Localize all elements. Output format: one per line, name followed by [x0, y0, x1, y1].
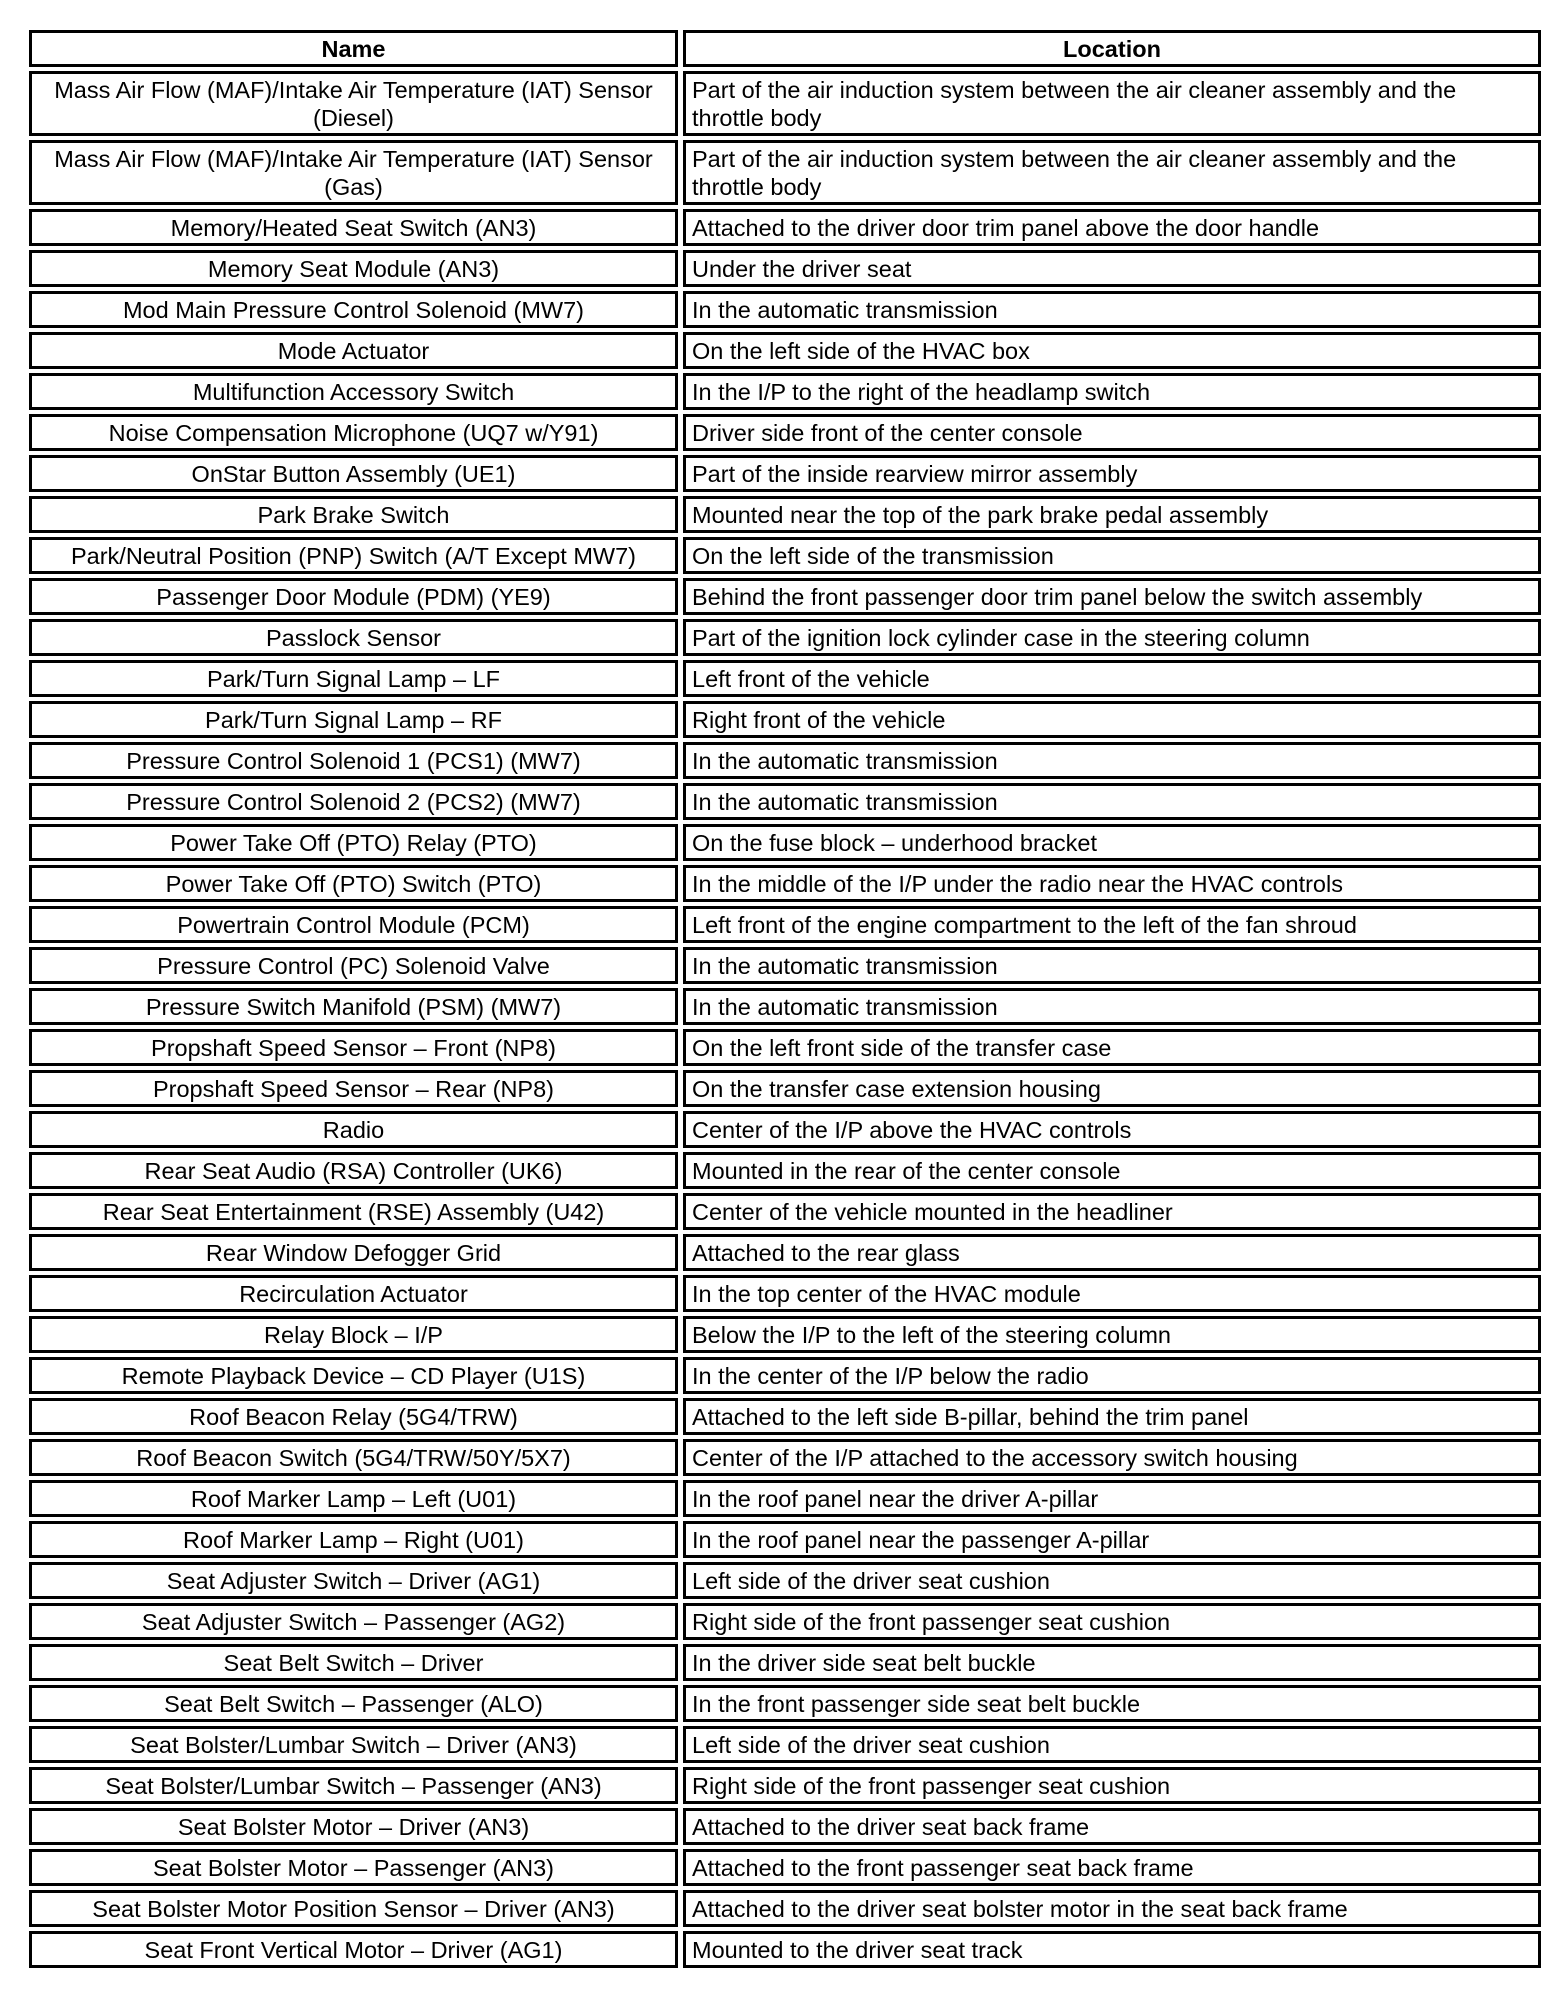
component-name: Seat Adjuster Switch – Driver (AG1): [29, 1562, 678, 1599]
component-name: Roof Beacon Relay (5G4/TRW): [29, 1398, 678, 1435]
component-name: Multifunction Accessory Switch: [29, 373, 678, 410]
component-name: Radio: [29, 1111, 678, 1148]
component-name: Park/Neutral Position (PNP) Switch (A/T Except MW7): [29, 537, 678, 574]
component-location: On the left side of the HVAC box: [683, 332, 1541, 369]
table-row: [29, 1562, 1541, 1599]
component-location: Under the driver seat: [683, 250, 1541, 287]
component-location: In the roof panel near the passenger A-pillar: [683, 1521, 1541, 1558]
table-row: [29, 1234, 1541, 1271]
component-name: Seat Belt Switch – Passenger (ALO): [29, 1685, 678, 1722]
table-row: [29, 1439, 1541, 1476]
component-location: Attached to the rear glass: [683, 1234, 1541, 1271]
table-row: [29, 209, 1541, 246]
component-location: In the top center of the HVAC module: [683, 1275, 1541, 1312]
component-location: In the roof panel near the driver A-pillar: [683, 1480, 1541, 1517]
component-name: Mode Actuator: [29, 332, 678, 369]
component-location: In the automatic transmission: [683, 742, 1541, 779]
component-name: Pressure Switch Manifold (PSM) (MW7): [29, 988, 678, 1025]
table-row: [29, 1111, 1541, 1148]
table-row: [29, 1398, 1541, 1435]
table-row: [29, 1029, 1541, 1066]
component-name: Seat Bolster/Lumbar Switch – Passenger (AN3): [29, 1767, 678, 1804]
component-location: Left side of the driver seat cushion: [683, 1562, 1541, 1599]
component-name: Noise Compensation Microphone (UQ7 w/Y91): [29, 414, 678, 451]
component-name: Seat Bolster Motor – Passenger (AN3): [29, 1849, 678, 1886]
component-location: Part of the air induction system between the air cleaner assembly and the throttle body: [683, 140, 1541, 205]
table-row: [29, 250, 1541, 287]
component-location: Center of the I/P above the HVAC controls: [683, 1111, 1541, 1148]
component-locator-page: [29, 30, 1541, 1972]
table-row: [29, 1603, 1541, 1640]
table-row: [29, 1275, 1541, 1312]
component-name: Passlock Sensor: [29, 619, 678, 656]
component-location: Mounted to the driver seat track: [683, 1931, 1541, 1968]
component-location: Behind the front passenger door trim panel below the switch assembly: [683, 578, 1541, 615]
component-name: Seat Adjuster Switch – Passenger (AG2): [29, 1603, 678, 1640]
component-location: In the I/P to the right of the headlamp switch: [683, 373, 1541, 410]
component-name: Power Take Off (PTO) Switch (PTO): [29, 865, 678, 902]
table-row: [29, 414, 1541, 451]
component-name: Remote Playback Device – CD Player (U1S): [29, 1357, 678, 1394]
component-name: Seat Front Vertical Motor – Driver (AG1): [29, 1931, 678, 1968]
table-row: [29, 619, 1541, 656]
table-row: [29, 373, 1541, 410]
table-row: [29, 1480, 1541, 1517]
component-name: Mass Air Flow (MAF)/Intake Air Temperature (IAT) Sensor (Gas): [29, 140, 678, 205]
table-row: [29, 742, 1541, 779]
component-name: Propshaft Speed Sensor – Front (NP8): [29, 1029, 678, 1066]
table-row: [29, 1726, 1541, 1763]
component-location: In the automatic transmission: [683, 947, 1541, 984]
table-row: [29, 1152, 1541, 1189]
table-row: [29, 906, 1541, 943]
table-row: [29, 824, 1541, 861]
component-name: Seat Bolster Motor Position Sensor – Driver (AN3): [29, 1890, 678, 1927]
component-name: Memory/Heated Seat Switch (AN3): [29, 209, 678, 246]
component-location: In the middle of the I/P under the radio near the HVAC controls: [683, 865, 1541, 902]
component-location: On the left side of the transmission: [683, 537, 1541, 574]
component-name: Memory Seat Module (AN3): [29, 250, 678, 287]
component-location: In the automatic transmission: [683, 783, 1541, 820]
component-location-table: [29, 26, 1541, 1972]
table-row: [29, 1070, 1541, 1107]
component-location: In the driver side seat belt buckle: [683, 1644, 1541, 1681]
component-location: On the left front side of the transfer case: [683, 1029, 1541, 1066]
component-location: Center of the vehicle mounted in the headliner: [683, 1193, 1541, 1230]
component-location: Right front of the vehicle: [683, 701, 1541, 738]
component-location: In the automatic transmission: [683, 291, 1541, 328]
component-name: Seat Bolster Motor – Driver (AN3): [29, 1808, 678, 1845]
component-name: Roof Marker Lamp – Right (U01): [29, 1521, 678, 1558]
component-name: Park/Turn Signal Lamp – RF: [29, 701, 678, 738]
component-name: Pressure Control Solenoid 2 (PCS2) (MW7): [29, 783, 678, 820]
component-location: Right side of the front passenger seat cushion: [683, 1603, 1541, 1640]
table-row: [29, 140, 1541, 205]
component-location: Driver side front of the center console: [683, 414, 1541, 451]
column-header-name: Name: [29, 30, 678, 67]
table-row: [29, 701, 1541, 738]
component-location: In the center of the I/P below the radio: [683, 1357, 1541, 1394]
table-row: [29, 865, 1541, 902]
table-row: [29, 1849, 1541, 1886]
component-location: Attached to the driver seat bolster motor in the seat back frame: [683, 1890, 1541, 1927]
component-name: Rear Seat Entertainment (RSE) Assembly (U42): [29, 1193, 678, 1230]
table-row: [29, 578, 1541, 615]
component-location: In the automatic transmission: [683, 988, 1541, 1025]
component-location: Attached to the driver seat back frame: [683, 1808, 1541, 1845]
component-location: Attached to the left side B-pillar, behind the trim panel: [683, 1398, 1541, 1435]
table-row: [29, 332, 1541, 369]
component-location: Part of the inside rearview mirror assembly: [683, 455, 1541, 492]
table-row: [29, 1685, 1541, 1722]
component-name: Recirculation Actuator: [29, 1275, 678, 1312]
component-name: Seat Belt Switch – Driver: [29, 1644, 678, 1681]
table-row: [29, 1767, 1541, 1804]
table-row: [29, 1644, 1541, 1681]
component-location: Mounted in the rear of the center console: [683, 1152, 1541, 1189]
table-row: [29, 496, 1541, 533]
component-name: Park Brake Switch: [29, 496, 678, 533]
table-row: [29, 1931, 1541, 1968]
component-location: Left front of the vehicle: [683, 660, 1541, 697]
table-row: [29, 947, 1541, 984]
component-name: Mass Air Flow (MAF)/Intake Air Temperature (IAT) Sensor (Diesel): [29, 71, 678, 136]
component-location: Left front of the engine compartment to the left of the fan shroud: [683, 906, 1541, 943]
table-row: [29, 1808, 1541, 1845]
component-location: Center of the I/P attached to the accessory switch housing: [683, 1439, 1541, 1476]
component-name: Pressure Control Solenoid 1 (PCS1) (MW7): [29, 742, 678, 779]
component-location: Attached to the front passenger seat back frame: [683, 1849, 1541, 1886]
table-row: [29, 71, 1541, 136]
table-header-row: [29, 30, 1541, 67]
component-location: Part of the air induction system between the air cleaner assembly and the throttle body: [683, 71, 1541, 136]
table-row: [29, 1521, 1541, 1558]
table-row: [29, 783, 1541, 820]
component-location: Right side of the front passenger seat cushion: [683, 1767, 1541, 1804]
table-row: [29, 988, 1541, 1025]
component-name: Park/Turn Signal Lamp – LF: [29, 660, 678, 697]
table-row: [29, 291, 1541, 328]
component-location: Mounted near the top of the park brake pedal assembly: [683, 496, 1541, 533]
component-name: Propshaft Speed Sensor – Rear (NP8): [29, 1070, 678, 1107]
column-header-location: Location: [683, 30, 1541, 67]
component-name: Roof Beacon Switch (5G4/TRW/50Y/5X7): [29, 1439, 678, 1476]
component-name: Roof Marker Lamp – Left (U01): [29, 1480, 678, 1517]
component-location: In the front passenger side seat belt buckle: [683, 1685, 1541, 1722]
component-location: Part of the ignition lock cylinder case in the steering column: [683, 619, 1541, 656]
component-name: Mod Main Pressure Control Solenoid (MW7): [29, 291, 678, 328]
table-row: [29, 1890, 1541, 1927]
component-location: On the transfer case extension housing: [683, 1070, 1541, 1107]
component-name: Relay Block – I/P: [29, 1316, 678, 1353]
table-row: [29, 1357, 1541, 1394]
component-name: Rear Seat Audio (RSA) Controller (UK6): [29, 1152, 678, 1189]
table-row: [29, 455, 1541, 492]
component-location: Attached to the driver door trim panel above the door handle: [683, 209, 1541, 246]
component-location: Left side of the driver seat cushion: [683, 1726, 1541, 1763]
component-location: Below the I/P to the left of the steering column: [683, 1316, 1541, 1353]
component-name: OnStar Button Assembly (UE1): [29, 455, 678, 492]
table-row: [29, 1193, 1541, 1230]
component-name: Powertrain Control Module (PCM): [29, 906, 678, 943]
table-row: [29, 660, 1541, 697]
component-name: Seat Bolster/Lumbar Switch – Driver (AN3): [29, 1726, 678, 1763]
component-location: On the fuse block – underhood bracket: [683, 824, 1541, 861]
table-row: [29, 1316, 1541, 1353]
component-name: Rear Window Defogger Grid: [29, 1234, 678, 1271]
component-name: Pressure Control (PC) Solenoid Valve: [29, 947, 678, 984]
component-name: Power Take Off (PTO) Relay (PTO): [29, 824, 678, 861]
component-name: Passenger Door Module (PDM) (YE9): [29, 578, 678, 615]
table-row: [29, 537, 1541, 574]
